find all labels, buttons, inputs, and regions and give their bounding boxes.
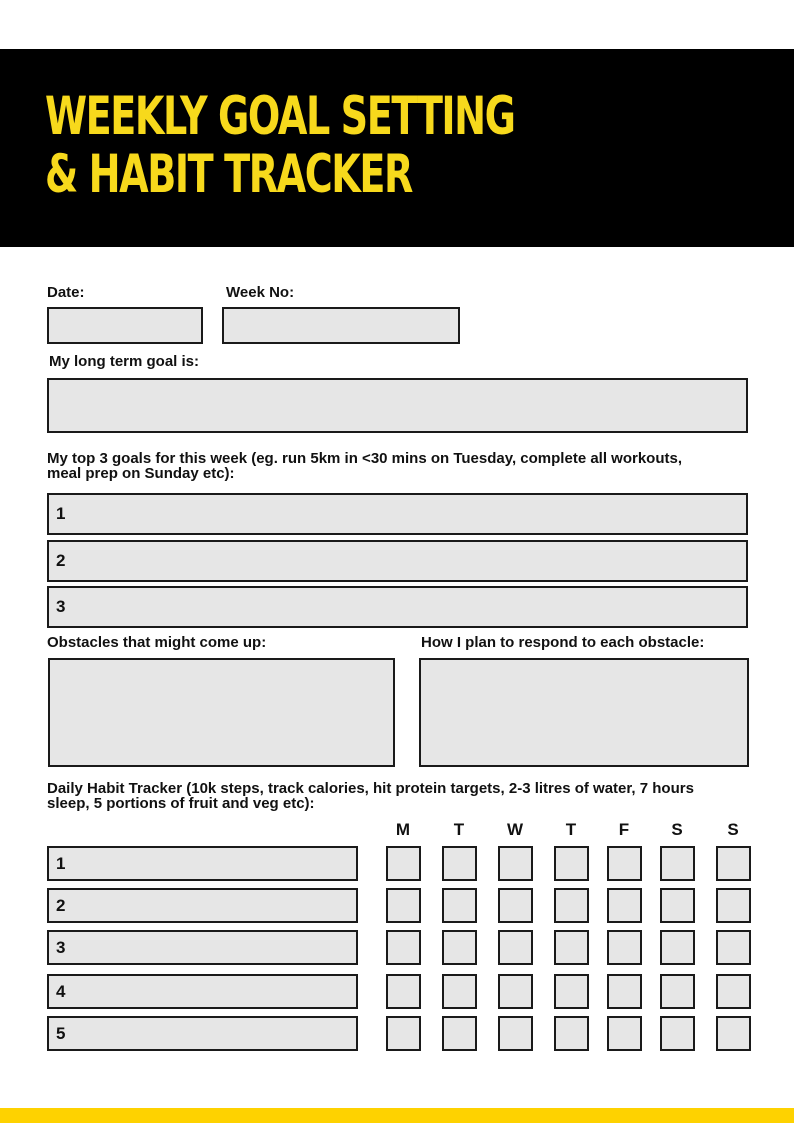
habit-checkbox[interactable] [554,888,589,923]
habit-checkbox[interactable] [442,930,477,965]
habit-checkbox[interactable] [716,930,751,965]
day-header-mon: M [395,820,411,839]
habit-checkbox[interactable] [716,888,751,923]
habit-checkbox[interactable] [498,974,533,1009]
habit-checkbox[interactable] [386,1016,421,1051]
habit-checkbox[interactable] [607,888,642,923]
habit-checkbox[interactable] [498,888,533,923]
day-header-wed: W [506,820,524,839]
habit-checkbox[interactable] [607,930,642,965]
top-goals-label-line-1: My top 3 goals for this week (eg. run 5km in <30 mins on Tuesday, complete all workouts, [47,450,683,467]
habit-number: 3 [56,937,66,957]
habit-checkbox[interactable] [554,974,589,1009]
habit-checkbox[interactable] [498,1016,533,1051]
long-term-goal-label: My long term goal is: [49,353,200,370]
habit-checkbox[interactable] [660,888,695,923]
page-title [45,88,515,204]
respond-label: How I plan to respond to each obstacle: [421,634,705,651]
habit-checkbox[interactable] [554,846,589,881]
habit-checkbox[interactable] [386,930,421,965]
top-goals-label-line-2: meal prep on Sunday etc): [47,465,235,482]
goal-number: 3 [56,597,66,616]
day-header-sun: S [727,820,739,839]
day-header-tue: T [453,820,465,839]
habit-checkbox[interactable] [442,846,477,881]
goal-field-2[interactable] [47,540,748,582]
habit-checkbox[interactable] [660,846,695,881]
habit-checkbox[interactable] [386,888,421,923]
habit-checkbox[interactable] [607,974,642,1009]
day-header-thu: T [565,820,577,839]
habit-tracker-label-line-1: Daily Habit Tracker (10k steps, track calories, hit protein targets, 2-3 litres of water, 7 hours [47,780,694,797]
goal-number: 2 [56,551,66,570]
habit-field-4[interactable] [47,974,358,1009]
respond-field[interactable] [419,658,749,767]
habit-checkbox[interactable] [716,974,751,1009]
habit-number: 4 [56,981,66,1001]
obstacles-label: Obstacles that might come up: [47,634,267,651]
habit-checkbox[interactable] [498,930,533,965]
footer-bar [0,1108,794,1123]
habit-checkbox[interactable] [607,1016,642,1051]
week-label: Week No: [226,284,295,301]
habit-checkbox[interactable] [660,1016,695,1051]
habit-checkbox[interactable] [386,846,421,881]
habit-checkbox[interactable] [498,846,533,881]
habit-checkbox[interactable] [660,930,695,965]
day-header-fri: F [618,820,630,839]
habit-field-5[interactable] [47,1016,358,1051]
habit-checkbox[interactable] [442,974,477,1009]
title-line-1: WEEKLY GOAL SETTING [45,86,515,147]
long-term-goal-field[interactable] [47,378,748,433]
goal-field-1[interactable] [47,493,748,535]
habit-checkbox[interactable] [554,930,589,965]
habit-number: 1 [56,853,66,873]
habit-checkbox[interactable] [442,1016,477,1051]
habit-field-3[interactable] [47,930,358,965]
habit-checkbox[interactable] [554,1016,589,1051]
habit-tracker-label-line-2: sleep, 5 portions of fruit and veg etc): [47,795,315,812]
title-line-2: & HABIT TRACKER [45,144,413,205]
habit-checkbox[interactable] [660,974,695,1009]
habit-checkbox[interactable] [442,888,477,923]
habit-checkbox[interactable] [607,846,642,881]
habit-number: 2 [56,895,66,915]
week-field[interactable] [222,307,460,344]
day-header-sat: S [671,820,683,839]
habit-field-2[interactable] [47,888,358,923]
habit-field-1[interactable] [47,846,358,881]
habit-number: 5 [56,1023,66,1043]
goal-field-3[interactable] [47,586,748,628]
date-field[interactable] [47,307,203,344]
habit-checkbox[interactable] [716,846,751,881]
obstacles-field[interactable] [48,658,395,767]
habit-checkbox[interactable] [716,1016,751,1051]
date-label: Date: [47,284,85,301]
habit-checkbox[interactable] [386,974,421,1009]
goal-number: 1 [56,504,66,523]
